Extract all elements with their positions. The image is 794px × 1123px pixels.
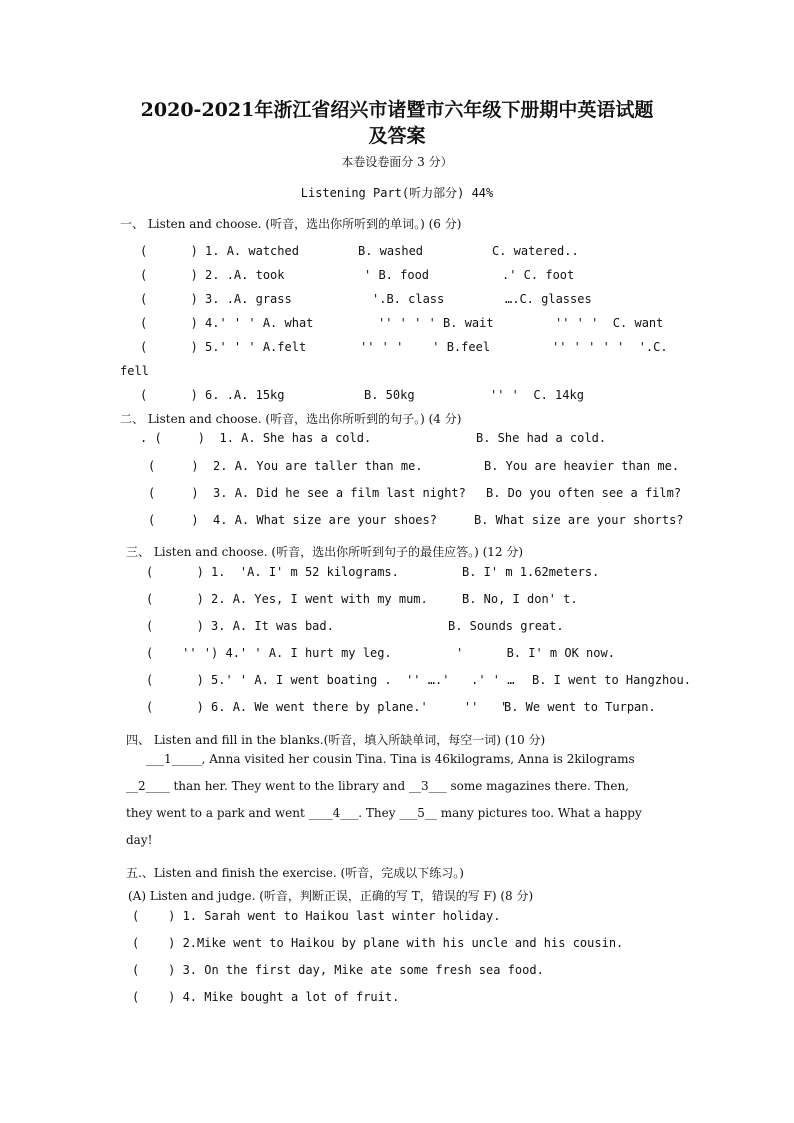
s3-q4-b: ' B. I' m OK now.: [456, 646, 615, 660]
s3-q5-b: B. I went to Hangzhou.: [532, 673, 691, 687]
s3-q5-a: ( ) 5.' ' A. I went boating . '' ….' .' ' …: [146, 673, 515, 687]
part-heading: Listening Part(听力部分) 44%: [300, 186, 494, 200]
s1-q1-b: B. washed: [358, 244, 424, 258]
s2-q3-a: ( ) 3. A. Did he see a film last night?: [148, 486, 466, 500]
s3-q6-a: ( ) 6. A. We went there by plane.' '' ': [146, 700, 508, 714]
s1-q5-wrap: fell: [120, 364, 149, 378]
section4-heading: 四、 Listen and fill in the blanks.(听音，填入所缺单词，每空一词) (10 分): [126, 733, 546, 747]
s1-q3-a: ( ) 3. .A. grass: [140, 292, 292, 306]
section2-heading: 二、 Listen and choose. (听音，选出你所听到的句子。) (4 分): [120, 412, 462, 426]
s1-q1-a: ( ) 1. A. watched: [140, 244, 299, 258]
s1-q2-b: ' B. food: [364, 268, 430, 282]
s1-q4-c: '' ' ' C. want: [555, 316, 664, 330]
s3-q3-a: ( ) 3. A. It was bad.: [146, 619, 334, 633]
s4-paragraph-line2: __2____ than her. They went to the library and __3___ some magazines there. Then,: [126, 779, 629, 793]
section5-heading: 五.、Listen and finish the exercise. (听音，完成以下练习。): [126, 866, 464, 880]
page-title-line2: 及答案: [368, 125, 426, 147]
s3-q1-a: ( ) 1. 'A. I' m 52 kilograms.: [146, 565, 399, 579]
s4-paragraph-line4: day!: [126, 833, 153, 847]
s5-q4: ( ) 4. Mike bought a lot of fruit.: [132, 990, 400, 1004]
subtitle: 本卷设卷面分 3 分）: [341, 155, 453, 169]
s5-q1: ( ) 1. Sarah went to Haikou last winter holiday.: [132, 909, 501, 923]
s5-q2: ( ) 2.Mike went to Haikou by plane with his uncle and his cousin.: [132, 936, 624, 950]
s3-q6-b: B. We went to Turpan.: [504, 700, 656, 714]
s2-q1-a: . ( ) 1. A. She has a cold.: [140, 431, 372, 445]
s2-q4-b: B. What size are your shorts?: [474, 513, 684, 527]
s1-q4-a: ( ) 4.' ' ' A. what: [140, 316, 314, 330]
s1-q6-a: ( ) 6. .A. 15kg: [140, 388, 285, 402]
s2-q2-a: ( ) 2. A. You are taller than me.: [148, 459, 423, 473]
s1-q3-b: '.B. class: [372, 292, 445, 306]
s1-q1-c: C. watered..: [492, 244, 579, 258]
s1-q6-c: '' ' C. 14kg: [490, 388, 584, 402]
s1-q2-a: ( ) 2. .A. took: [140, 268, 285, 282]
s3-q2-b: B. No, I don' t.: [462, 592, 578, 606]
s1-q4-b: '' ' ' ' B. wait: [378, 316, 494, 330]
s4-paragraph-line1: ___1_____, Anna visited her cousin Tina. Tina is 46kilograms, Anna is 2kilograms: [146, 752, 635, 766]
section3-heading: 三、 Listen and choose. (听音，选出你所听到句子的最佳应答。) (12 分): [126, 545, 524, 559]
page-title: 2020-2021年浙江省绍兴市诸暨市六年级下册期中英语试题: [140, 99, 654, 121]
s1-q5-b: '' ' ' ' B.feel: [360, 340, 491, 354]
s3-q2-a: ( ) 2. A. Yes, I went with my mum. ': [146, 592, 472, 606]
s2-q4-a: ( ) 4. A. What size are your shoes?: [148, 513, 437, 527]
s1-q2-c: .' C. foot: [502, 268, 575, 282]
section5-sub-heading: (A) Listen and judge. (听音，判断正误，正确的写 T，错误的写 F) (8 分): [128, 889, 534, 903]
s1-q5-a: ( ) 5.' ' ' A.felt: [140, 340, 307, 354]
s2-q2-b: B. You are heavier than me.: [484, 459, 680, 473]
s1-q3-c: ….C. glasses: [505, 292, 592, 306]
s2-q3-b: B. Do you often see a film?: [486, 486, 682, 500]
section1-heading: 一、 Listen and choose. (听音，选出你所听到的单词。) (6 分): [120, 217, 462, 231]
s4-paragraph-line3: they went to a park and went ____4___. They ___5__ many pictures too. What a happy: [126, 806, 642, 820]
s3-q1-b: B. I' m 1.62meters.: [462, 565, 600, 579]
s3-q4-a: ( '' ') 4.' ' A. I hurt my leg.: [146, 646, 392, 660]
s5-q3: ( ) 3. On the first day, Mike ate some fresh sea food.: [132, 963, 544, 977]
s1-q5-c: '' ' ' ' ' '.C.: [552, 340, 668, 354]
s1-q6-b: B. 50kg: [364, 388, 415, 402]
s3-q3-b: B. Sounds great.: [448, 619, 564, 633]
s2-q1-b: B. She had a cold.: [476, 431, 607, 445]
